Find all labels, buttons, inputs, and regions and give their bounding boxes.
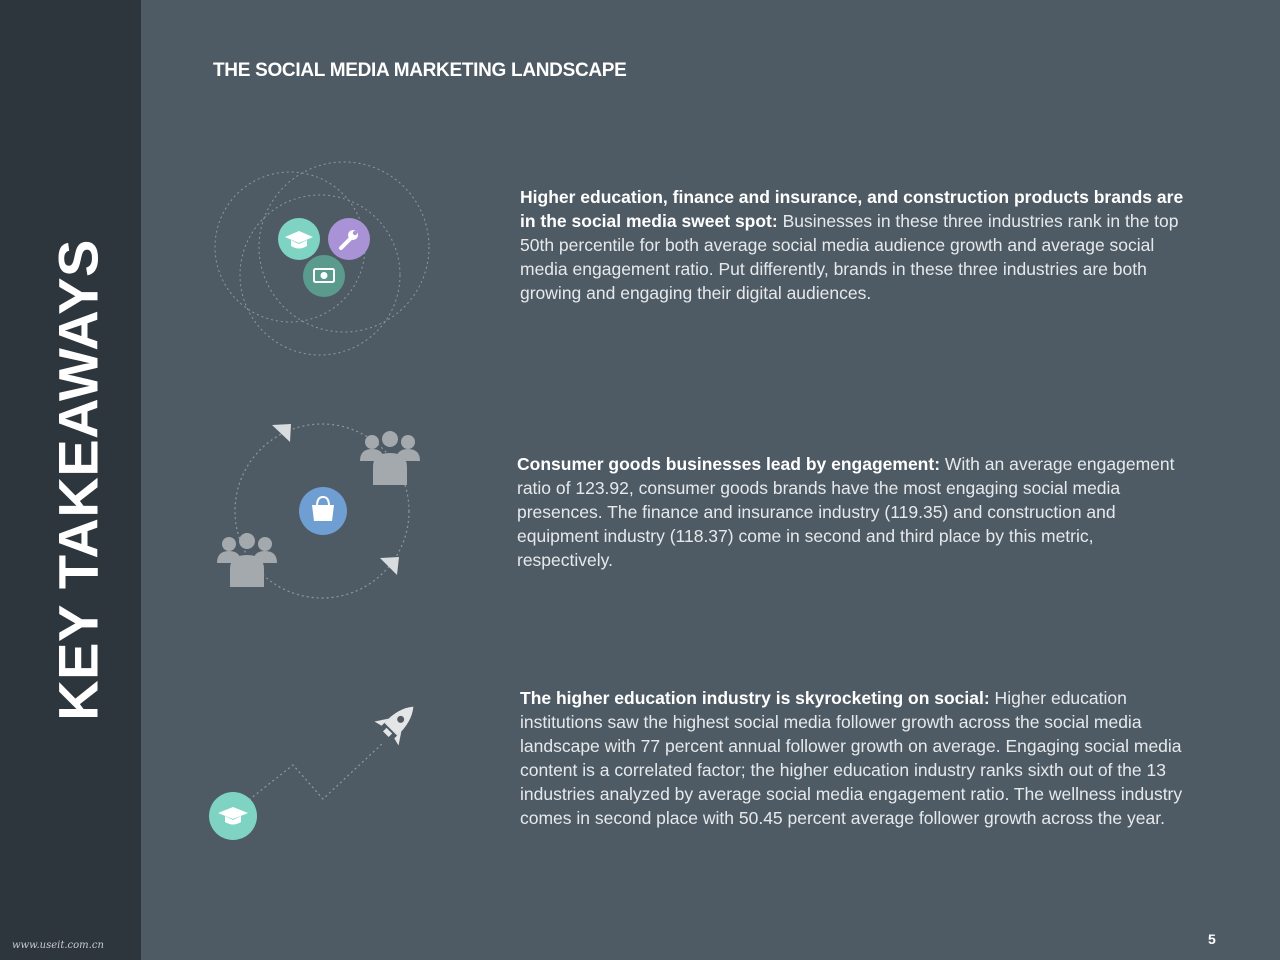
- people-group-icon: [217, 533, 277, 587]
- takeaway-lead: The higher education industry is skyrocketing on social:: [520, 688, 990, 708]
- takeaway-lead: Consumer goods businesses lead by engagement:: [517, 454, 941, 474]
- takeaway-body: Businesses in these three industries rank in the top 50th percentile for both average social media audience growth and average social media engagement ratio. Put differently, brands in these three industries are both growing and engaging their digital audiences.: [520, 211, 1179, 303]
- sidebar: [0, 0, 141, 960]
- page-number: 5: [1208, 931, 1216, 947]
- page-title: THE SOCIAL MEDIA MARKETING LANDSCAPE: [213, 60, 627, 81]
- takeaway-engagement: [517, 452, 1187, 572]
- rocket-icon: [374, 695, 426, 746]
- skyrocket-graphic: [205, 695, 435, 845]
- watermark: www.useit.com.cn: [12, 940, 104, 951]
- takeaway-body: With an average engagement ratio of 123.92, consumer goods brands have the most engaging social media presences. The finance and insurance industry (119.35) and construction and equipment industry (118.37) come in second and third place by this metric, respectively.: [517, 454, 1175, 570]
- wrench-icon: [328, 218, 370, 260]
- shopping-bag-icon: [299, 487, 347, 535]
- graduation-cap-icon: [209, 792, 257, 840]
- takeaway-lead: Higher education, finance and insurance, and construction products brands are in the social media sweet spot:: [520, 187, 1184, 231]
- engagement-cycle-graphic: [210, 415, 430, 610]
- takeaway-body: Higher education institutions saw the highest social media follower growth across the social media landscape with 77 percent annual follower growth on average. Engaging social media content is a correlated factor; the higher education industry ranks sixth out of the 13 industries analyzed by average social media engagement ratio. The wellness industry comes in second place with 50.45 percent average follower growth across the year.: [520, 688, 1183, 828]
- graduation-cap-icon: [278, 218, 320, 260]
- takeaway-sweet-spot: [520, 185, 1190, 305]
- money-icon: [303, 255, 345, 297]
- takeaway-skyrocketing: [520, 686, 1190, 830]
- people-group-icon: [360, 431, 420, 485]
- venn-graphic: [205, 160, 440, 360]
- sidebar-title: KEY TAKEAWAYS: [46, 239, 110, 721]
